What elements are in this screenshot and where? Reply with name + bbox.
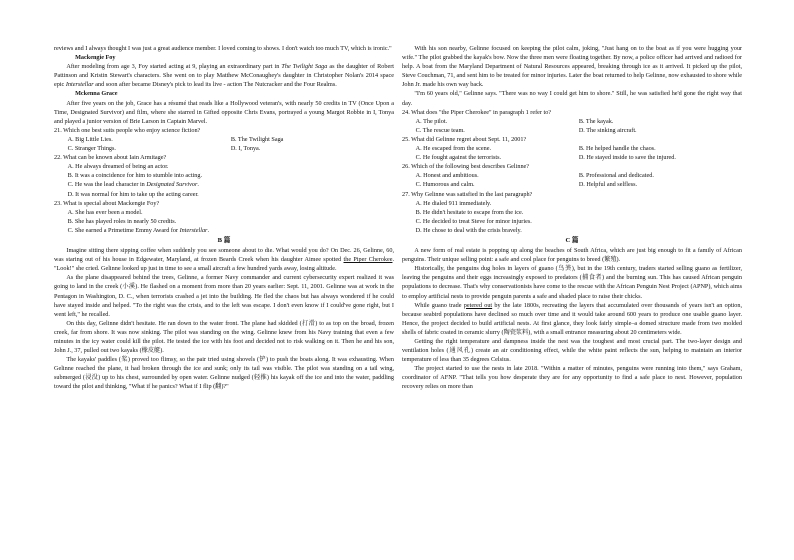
c-paragraph-2: Historically, the penguins dug holes in layers of guano (鸟粪), but in the 19th century, traders started selling guano as fertilizer, leaving the penguins and their eggs increasingly exposed to predators (捕食者) and the burning sun. This has caused African penguin populations to decrease. That's why conservationists have come to the rescue with the African Penguin Nest Project (APNP), which aims to employ artificial nests to provide penguin parents a safe and shaded place to raise their chicks. (402, 265, 742, 300)
q23-option-b: B. She has played roles in nearly 50 credits. (67, 217, 177, 225)
q22-stem: 22. What can be known about Iain Armitage? (54, 154, 167, 162)
q21-options-cd: C. Stranger Things. D. I, Tonya. (67, 145, 261, 153)
b-paragraph-6: "I'm 60 years old," Gelinne says. "There was no way I could get him to shore." Still, he was satisfied he'd gone the right way that day. (402, 90, 742, 107)
q21-options-ab: A. Big Little Lies. B. The Twilight Saga (67, 135, 284, 143)
q25-options-ab: A. He escaped from the scene. B. He helped handle the chaos. (415, 145, 656, 153)
b-paragraph-1: Imagine sitting there sipping coffee when suddenly you see someone about to die. What would you do? On Dec. 26, Gelinne, 60, was staring out of his house in Edgewater, Maryland, at frozen Beards Creek when his daughter Aimee spotted the Piper Cherokee. "Look!" she cried. Gelinne looked up just in time to see a small aircraft a few hundred yards away, losing altitude. (54, 247, 394, 273)
q24-options-ab: A. The pilot. B. The kayak. (415, 117, 614, 125)
q27-option-a: A. He dialed 911 immediately. (415, 199, 492, 207)
mackenzie-paragraph: After modeling from age 3, Foy started acting at 9, playing an extraordinary part in The Twilight Saga as the daughter of Robert Pattinson and Kristin Stewart's characters. She went on to play Matthew McConaughey's daughter in Christopher Nolan's 2014 space epic Interstellar and soon after became Disney's pick to lead its live - action The Nutcracker and the Four Realms. (54, 63, 395, 89)
q21-stem: 21. Which one best suits people who enjoy science fiction? (54, 126, 201, 134)
q24-options-cd: C. The rescue team. D. The sinking aircraft. (415, 126, 637, 134)
b-paragraph-2: As the plane disappeared behind the trees, Gelinne, a former Navy commander and current cybersecurity expert realized it was going to land in the creek (小溪). He flashed on a moment from more than 20 years earlier: Sept. 11, 2001. Gelinne was at work in the Pentagon in Washington, D. C., when terrorists crashed a jet into the building. He fled the chaos but has always wondered if he could have stayed inside and helped. "To the right was the crisis, and to the left was escape. I don't even know if I could've gone right, but I went left," he recalled. (54, 274, 394, 318)
q23-option-c: C. She earned a Primetime Emmy Award for Interstellar. (67, 226, 209, 234)
mckenna-heading: Mckenna Grace (75, 90, 118, 98)
b-paragraph-5: With his son nearby, Gelinne focused on keeping the pilot calm, joking, "Just hang on to the boat as if you were hugging your wife." The pilot grabbed the kayak's bow. Now the three men were floating together. By now, a police officer had arrived and radioed for help. A boat from the Maryland Department of Natural Resources appeared, breaking through ice as it arrived. It picked up the pilot, Steve Couchman, 71, and sent him to be treated for minor injuries. Later the boat returned to help Gelinne, now exhausted to shore while John Jr. made his own way back. (402, 45, 742, 89)
q23-option-a: A. She has ever been a model. (67, 208, 143, 216)
q26-options-cd: C. Humorous and calm. D. Helpful and selfless. (415, 181, 638, 189)
q27-option-c: C. He decided to treat Steve for minor injuries. (415, 217, 532, 225)
section-c-heading: C 篇 (565, 236, 579, 244)
q26-options-ab: A. Honest and ambitious. B. Professional and dedicated. (415, 172, 654, 180)
mckenna-paragraph: After five years on the job, Grace has a résumé that reads like a Hollywood veteran's, with nearly 50 credits in TV (Once Upon a Time, Designated Survivor) and film, where she starred in Gifted opposite Chris Evans, portrayed a young Margot Robbie in I, Tonya and played a junior version of Brie Larson in Captain Marvel. (54, 99, 394, 125)
b-paragraph-4: The kayaks' paddles (桨) proved too flimsy, so the pair tried using shovels (铲) to push the boats along. It was exhausting. When Gelinne reached the plane, it had broken through the ice and sunk; only its tail was visible. The pilot was standing on a tail wing, submerged (浸没) up to his chest, surrounded by open water. Gelinne nudged (轻推) his kayak off the ice and into the water, paddling toward the pilot and thinking, "What if he panics? What if I flip (翻)?" (54, 356, 394, 391)
c-paragraph-3: While guano trade petered out by the late 1800s, recreating the layers that accumulated over thousands of years isn't an option, because seabird populations have declined so much over time and it would take around 600 years to produce one usable guano layer. Hence, the project decided to build artificial nests. At first glance, they look fairly simple–a domed structure made from two molded shells of fabric coated in ceramic slurry (陶瓷浆料), with a small entrance measuring about 20 centimeters wide. (402, 301, 743, 336)
q27-option-b: B. He didn't hesitate to escape from the ice. (415, 208, 524, 216)
left-column (54, 44, 394, 392)
b-paragraph-3: On this day, Gelinne didn't hesitate. He ran down to the water front. The plane had skidded (打滑) to as top on the broad, frozen creek, far from shore. It was now sinking. The pilot was standing on the wing. Gelinne knew from his Navy training that even a few minutes in the icy water could kill the pilot. He tested the ice with his foot and decided not to risk walking on it. Then he and his son, John J., 37, pulled out two kayaks (橡皮艇). (54, 319, 394, 355)
q27-option-d: D. He chose to deal with the crisis bravely. (415, 226, 522, 234)
c-paragraph-4: Getting the right temperature and dampness inside the nest was the toughest and most crucial part. The two-layer design and ventilation holes (通风孔) create an air conditioning effect, while the white paint reflects the sun, helping to maintain an interior temperature of less than 35 degrees Celsius. (402, 338, 742, 364)
intro-paragraph: reviews and I always thought I was just a great audience member. I loved coming to shows. I don't watch too much TV, which is ironic." (54, 45, 392, 52)
section-b-heading: B 篇 (217, 236, 231, 244)
c-paragraph-5: The project started to use the nests in late 2018. "Within a matter of minutes, penguins were running into them," says Graham, coordinator of AFNP. "That tells you how desperate they are for any opportunity to find a safe place to nest. However, population recovery relies on more than (402, 365, 742, 391)
c-paragraph-1: A new form of real estate is popping up along the beaches of South Africa, which are just big enough to fit a family of African penguins. Their unique selling point: a safe and cool place for penguins to breed (繁殖). (402, 247, 742, 264)
q26-stem: 26. Which of the following best describes Gelinne? (402, 163, 530, 171)
q25-options-cd: C. He fought against the terrorists. D. He stayed inside to save the injured. (415, 154, 676, 162)
q24-stem: 24. What does "the Piper Cherokee" in paragraph 1 refer to? (402, 108, 552, 116)
mackenzie-heading: Mackengie Foy (75, 54, 116, 62)
q22-option-b: B. It was a coincidence for him to stumble into acting. (67, 172, 202, 180)
q22-option-d: D. It was normal for him to take up the acting career. (67, 190, 199, 198)
right-column (402, 44, 742, 392)
q22-option-a: A. He always dreamed of being an actor. (67, 163, 169, 171)
q25-stem: 25. What did Gelinne regret about Sept. 11, 2001? (402, 135, 527, 143)
q22-option-c: C. He was the lead character in Designated Survivor. (67, 181, 199, 189)
q27-stem: 27. Why Gelinne was satisfied in the last paragraph? (402, 190, 533, 198)
q23-stem: 23. What is special about Mackengie Foy? (54, 199, 160, 207)
